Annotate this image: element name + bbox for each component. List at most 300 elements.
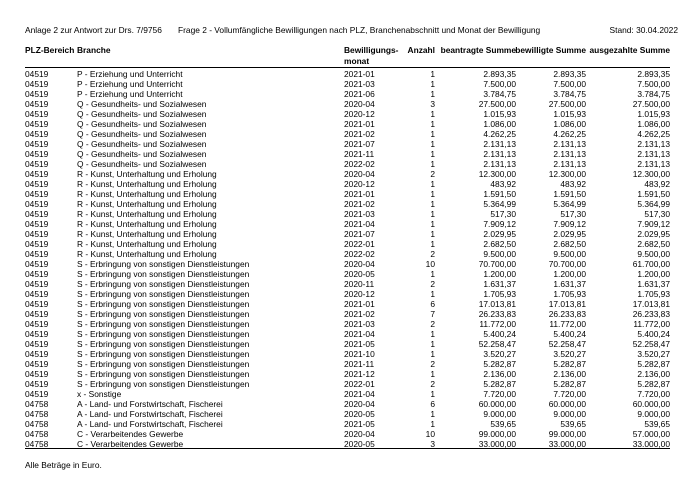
table-row	[25, 289, 670, 299]
monat-cell: 2020-12	[344, 179, 375, 189]
monat-cell: 2020-04	[344, 259, 375, 269]
header-divider	[25, 67, 670, 68]
plz-cell: 04519	[25, 379, 49, 389]
ausgezahlt-cell: 17.013,81	[632, 299, 670, 309]
beantragt-cell: 2.131,13	[483, 159, 516, 169]
table-row	[25, 279, 670, 289]
anzahl-cell: 1	[430, 329, 435, 339]
plz-cell: 04519	[25, 169, 49, 179]
ausgezahlt-cell: 1.200,00	[637, 269, 670, 279]
anzahl-cell: 2	[430, 169, 435, 179]
monat-cell: 2021-05	[344, 339, 375, 349]
branche-cell: C - Verarbeitendes Gewerbe	[77, 429, 184, 439]
column-header-plz: PLZ-Bereich	[25, 45, 75, 55]
branche-cell: P - Erziehung und Unterricht	[77, 69, 183, 79]
beantragt-cell: 7.500,00	[483, 79, 516, 89]
ausgezahlt-cell: 4.262,25	[637, 129, 670, 139]
branche-cell: P - Erziehung und Unterricht	[77, 79, 183, 89]
table-row	[25, 259, 670, 269]
plz-cell: 04519	[25, 319, 49, 329]
bewilligt-cell: 33.000,00	[548, 439, 586, 449]
plz-cell: 04519	[25, 389, 49, 399]
anzahl-cell: 1	[430, 159, 435, 169]
ausgezahlt-cell: 3.784,75	[637, 89, 670, 99]
column-header-anzahl: Anzahl	[407, 45, 435, 55]
branche-cell: R - Kunst, Unterhaltung und Erholung	[77, 189, 217, 199]
monat-cell: 2020-04	[344, 169, 375, 179]
beantragt-cell: 9.000,00	[483, 409, 516, 419]
beantragt-cell: 2.136,00	[483, 369, 516, 379]
ausgezahlt-cell: 5.364,99	[637, 199, 670, 209]
anzahl-cell: 1	[430, 209, 435, 219]
bewilligt-cell: 9.000,00	[553, 409, 586, 419]
branche-cell: S - Erbringung von sonstigen Dienstleistungen	[77, 369, 250, 379]
ausgezahlt-cell: 11.772,00	[633, 319, 670, 329]
monat-cell: 2022-02	[344, 159, 375, 169]
anzahl-cell: 1	[430, 189, 435, 199]
branche-cell: Q - Gesundheits- und Sozialwesen	[77, 109, 207, 119]
table-bottom-divider	[25, 448, 670, 449]
anzahl-cell: 1	[430, 389, 435, 399]
plz-cell: 04519	[25, 269, 49, 279]
monat-cell: 2020-04	[344, 429, 375, 439]
beantragt-cell: 27.500,00	[478, 99, 516, 109]
table-row	[25, 429, 670, 439]
monat-cell: 2021-02	[344, 199, 375, 209]
branche-cell: S - Erbringung von sonstigen Dienstleistungen	[77, 319, 250, 329]
monat-cell: 2021-03	[344, 79, 375, 89]
beantragt-cell: 5.282,87	[483, 359, 516, 369]
ausgezahlt-cell: 3.520,27	[637, 349, 670, 359]
anzahl-cell: 10	[425, 259, 435, 269]
bewilligt-cell: 3.784,75	[553, 89, 586, 99]
table-row	[25, 129, 670, 139]
plz-cell: 04519	[25, 219, 49, 229]
beantragt-cell: 17.013,81	[478, 299, 516, 309]
anzahl-cell: 3	[430, 99, 435, 109]
branche-cell: R - Kunst, Unterhaltung und Erholung	[77, 209, 217, 219]
ausgezahlt-cell: 517,30	[644, 209, 670, 219]
bewilligt-cell: 2.131,13	[553, 149, 586, 159]
beantragt-cell: 2.131,13	[483, 149, 516, 159]
beantragt-cell: 1.015,93	[483, 109, 516, 119]
table-row	[25, 329, 670, 339]
branche-cell: S - Erbringung von sonstigen Dienstleistungen	[77, 299, 250, 309]
beantragt-cell: 11.772,00	[479, 319, 516, 329]
bewilligt-cell: 5.364,99	[553, 199, 586, 209]
plz-cell: 04519	[25, 229, 49, 239]
plz-cell: 04519	[25, 159, 49, 169]
bewilligt-cell: 26.233,83	[548, 309, 586, 319]
monat-cell: 2021-04	[344, 219, 375, 229]
plz-cell: 04758	[25, 429, 49, 439]
monat-cell: 2021-04	[344, 389, 375, 399]
table-row	[25, 309, 670, 319]
bewilligt-cell: 99.000,00	[548, 429, 586, 439]
branche-cell: S - Erbringung von sonstigen Dienstleistungen	[77, 279, 250, 289]
bewilligt-cell: 1.200,00	[553, 269, 586, 279]
table-row	[25, 239, 670, 249]
ausgezahlt-cell: 539,65	[644, 419, 670, 429]
branche-cell: S - Erbringung von sonstigen Dienstleistungen	[77, 359, 250, 369]
table-row	[25, 399, 670, 409]
ausgezahlt-cell: 2.131,13	[637, 139, 670, 149]
table-row	[25, 319, 670, 329]
document-title: Frage 2 - Vollumfängliche Bewilligungen nach PLZ, Branchenabschnitt und Monat der Bewilligung	[178, 25, 541, 35]
plz-cell: 04519	[25, 179, 49, 189]
table-row	[25, 219, 670, 229]
ausgezahlt-cell: 27.500,00	[632, 99, 670, 109]
ausgezahlt-cell: 7.909,12	[637, 219, 670, 229]
bewilligt-cell: 517,30	[560, 209, 586, 219]
monat-cell: 2021-01	[344, 69, 375, 79]
column-header-ausgezahlt: ausgezahlte Summe	[589, 45, 670, 55]
plz-cell: 04519	[25, 99, 49, 109]
table-row	[25, 69, 670, 79]
beantragt-cell: 7.909,12	[483, 219, 516, 229]
monat-cell: 2020-12	[344, 289, 375, 299]
monat-cell: 2020-05	[344, 409, 375, 419]
bewilligt-cell: 1.086,00	[553, 119, 586, 129]
table-row	[25, 179, 670, 189]
bewilligt-cell: 60.000,00	[548, 399, 586, 409]
branche-cell: S - Erbringung von sonstigen Dienstleistungen	[77, 289, 250, 299]
ausgezahlt-cell: 2.136,00	[637, 369, 670, 379]
status-date: Stand: 30.04.2022	[609, 25, 678, 35]
branche-cell: Q - Gesundheits- und Sozialwesen	[77, 139, 207, 149]
beantragt-cell: 3.520,27	[483, 349, 516, 359]
plz-cell: 04519	[25, 109, 49, 119]
ausgezahlt-cell: 2.131,13	[637, 159, 670, 169]
column-header-bewilligt: bewilligte Summe	[515, 45, 586, 55]
branche-cell: C - Verarbeitendes Gewerbe	[77, 439, 184, 449]
beantragt-cell: 2.893,35	[483, 69, 516, 79]
beantragt-cell: 539,65	[490, 419, 516, 429]
anzahl-cell: 6	[430, 399, 435, 409]
column-header-monat-line1: Bewilligungs-	[344, 45, 399, 55]
ausgezahlt-cell: 1.705,93	[637, 289, 670, 299]
document-reference: Anlage 2 zur Antwort zur Drs. 7/9756	[25, 25, 162, 35]
column-header-beantragt: beantragte Summe	[440, 45, 516, 55]
branche-cell: S - Erbringung von sonstigen Dienstleistungen	[77, 309, 250, 319]
beantragt-cell: 1.200,00	[483, 269, 516, 279]
ausgezahlt-cell: 26.233,83	[632, 309, 670, 319]
anzahl-cell: 3	[430, 439, 435, 449]
plz-cell: 04519	[25, 339, 49, 349]
anzahl-cell: 1	[430, 369, 435, 379]
monat-cell: 2021-11	[344, 359, 375, 369]
branche-cell: A - Land- und Forstwirtschaft, Fischerei	[77, 419, 223, 429]
bewilligt-cell: 17.013,81	[548, 299, 586, 309]
ausgezahlt-cell: 1.086,00	[637, 119, 670, 129]
anzahl-cell: 7	[430, 309, 435, 319]
beantragt-cell: 2.682,50	[483, 239, 516, 249]
plz-cell: 04519	[25, 309, 49, 319]
branche-cell: R - Kunst, Unterhaltung und Erholung	[77, 179, 217, 189]
branche-cell: Q - Gesundheits- und Sozialwesen	[77, 119, 207, 129]
anzahl-cell: 1	[430, 219, 435, 229]
ausgezahlt-cell: 9.000,00	[637, 409, 670, 419]
beantragt-cell: 70.700,00	[478, 259, 516, 269]
beantragt-cell: 9.500,00	[483, 249, 516, 259]
anzahl-cell: 1	[430, 199, 435, 209]
beantragt-cell: 5.400,24	[483, 329, 516, 339]
bewilligt-cell: 5.282,87	[553, 359, 586, 369]
monat-cell: 2021-12	[344, 369, 375, 379]
branche-cell: R - Kunst, Unterhaltung und Erholung	[77, 249, 217, 259]
ausgezahlt-cell: 61.700,00	[632, 259, 670, 269]
monat-cell: 2021-05	[344, 419, 375, 429]
bewilligt-cell: 7.720,00	[553, 389, 586, 399]
table-row	[25, 409, 670, 419]
table-row	[25, 349, 670, 359]
branche-cell: S - Erbringung von sonstigen Dienstleistungen	[77, 379, 250, 389]
anzahl-cell: 1	[430, 89, 435, 99]
monat-cell: 2022-02	[344, 249, 375, 259]
monat-cell: 2021-02	[344, 309, 375, 319]
beantragt-cell: 12.300,00	[478, 169, 516, 179]
anzahl-cell: 10	[425, 429, 435, 439]
anzahl-cell: 1	[430, 419, 435, 429]
beantragt-cell: 1.086,00	[483, 119, 516, 129]
plz-cell: 04758	[25, 439, 49, 449]
ausgezahlt-cell: 2.029,95	[637, 229, 670, 239]
table-row	[25, 299, 670, 309]
table-row	[25, 109, 670, 119]
bewilligt-cell: 7.500,00	[553, 79, 586, 89]
ausgezahlt-cell: 1.591,50	[637, 189, 670, 199]
monat-cell: 2020-04	[344, 399, 375, 409]
branche-cell: S - Erbringung von sonstigen Dienstleistungen	[77, 339, 250, 349]
column-header-monat	[344, 45, 398, 55]
anzahl-cell: 2	[430, 359, 435, 369]
anzahl-cell: 2	[430, 379, 435, 389]
bewilligt-cell: 1.015,93	[553, 109, 586, 119]
anzahl-cell: 2	[430, 279, 435, 289]
monat-cell: 2021-03	[344, 209, 375, 219]
branche-cell: R - Kunst, Unterhaltung und Erholung	[77, 219, 217, 229]
beantragt-cell: 1.631,37	[483, 279, 516, 289]
beantragt-cell: 33.000,00	[478, 439, 516, 449]
ausgezahlt-cell: 483,92	[644, 179, 670, 189]
branche-cell: R - Kunst, Unterhaltung und Erholung	[77, 239, 217, 249]
ausgezahlt-cell: 57.000,00	[632, 429, 670, 439]
beantragt-cell: 2.131,13	[483, 139, 516, 149]
monat-cell: 2021-07	[344, 229, 375, 239]
plz-cell: 04519	[25, 349, 49, 359]
anzahl-cell: 1	[430, 239, 435, 249]
monat-cell: 2021-11	[344, 149, 375, 159]
monat-cell: 2021-03	[344, 319, 375, 329]
plz-cell: 04758	[25, 409, 49, 419]
bewilligt-cell: 11.772,00	[549, 319, 586, 329]
table-row	[25, 389, 670, 399]
table-row	[25, 419, 670, 429]
monat-cell: 2020-12	[344, 109, 375, 119]
beantragt-cell: 26.233,83	[478, 309, 516, 319]
beantragt-cell: 1.591,50	[483, 189, 516, 199]
beantragt-cell: 1.705,93	[483, 289, 516, 299]
monat-cell: 2021-01	[344, 119, 375, 129]
bewilligt-cell: 539,65	[560, 419, 586, 429]
bewilligt-cell: 2.029,95	[553, 229, 586, 239]
branche-cell: R - Kunst, Unterhaltung und Erholung	[77, 229, 217, 239]
plz-cell: 04519	[25, 129, 49, 139]
bewilligt-cell: 7.909,12	[553, 219, 586, 229]
plz-cell: 04519	[25, 359, 49, 369]
table-row	[25, 339, 670, 349]
branche-cell: P - Erziehung und Unterricht	[77, 89, 183, 99]
beantragt-cell: 5.364,99	[483, 199, 516, 209]
anzahl-cell: 1	[430, 129, 435, 139]
monat-cell: 2020-04	[344, 99, 375, 109]
ausgezahlt-cell: 2.131,13	[637, 149, 670, 159]
anzahl-cell: 2	[430, 319, 435, 329]
beantragt-cell: 7.720,00	[483, 389, 516, 399]
table-row	[25, 159, 670, 169]
ausgezahlt-cell: 33.000,00	[632, 439, 670, 449]
plz-cell: 04519	[25, 189, 49, 199]
ausgezahlt-cell: 1.015,93	[637, 109, 670, 119]
table-row	[25, 209, 670, 219]
anzahl-cell: 1	[430, 149, 435, 159]
anzahl-cell: 1	[430, 289, 435, 299]
plz-cell: 04519	[25, 239, 49, 249]
monat-cell: 2021-01	[344, 189, 375, 199]
branche-cell: x - Sonstige	[77, 389, 122, 399]
plz-cell: 04519	[25, 69, 49, 79]
ausgezahlt-cell: 12.300,00	[632, 169, 670, 179]
bewilligt-cell: 52.258,47	[548, 339, 586, 349]
plz-cell: 04519	[25, 279, 49, 289]
anzahl-cell: 1	[430, 269, 435, 279]
footnote: Alle Beträge in Euro.	[25, 460, 102, 470]
beantragt-cell: 60.000,00	[478, 399, 516, 409]
bewilligt-cell: 2.136,00	[553, 369, 586, 379]
monat-cell: 2021-07	[344, 139, 375, 149]
plz-cell: 04519	[25, 259, 49, 269]
anzahl-cell: 1	[430, 229, 435, 239]
bewilligt-cell: 1.591,50	[553, 189, 586, 199]
beantragt-cell: 2.029,95	[483, 229, 516, 239]
bewilligt-cell: 3.520,27	[553, 349, 586, 359]
beantragt-cell: 52.258,47	[478, 339, 516, 349]
table-row	[25, 119, 670, 129]
branche-cell: R - Kunst, Unterhaltung und Erholung	[77, 199, 217, 209]
monat-cell: 2020-05	[344, 439, 375, 449]
ausgezahlt-cell: 9.500,00	[637, 249, 670, 259]
branche-cell: A - Land- und Forstwirtschaft, Fischerei	[77, 399, 223, 409]
monat-cell: 2021-10	[344, 349, 375, 359]
table-row	[25, 249, 670, 259]
beantragt-cell: 4.262,25	[483, 129, 516, 139]
beantragt-cell: 3.784,75	[483, 89, 516, 99]
ausgezahlt-cell: 2.682,50	[637, 239, 670, 249]
bewilligt-cell: 1.631,37	[553, 279, 586, 289]
bewilligt-cell: 5.282,87	[553, 379, 586, 389]
plz-cell: 04758	[25, 399, 49, 409]
bewilligt-cell: 1.705,93	[553, 289, 586, 299]
branche-cell: Q - Gesundheits- und Sozialwesen	[77, 159, 207, 169]
branche-cell: Q - Gesundheits- und Sozialwesen	[77, 99, 207, 109]
beantragt-cell: 517,30	[490, 209, 516, 219]
table-row	[25, 379, 670, 389]
branche-cell: Q - Gesundheits- und Sozialwesen	[77, 149, 207, 159]
bewilligt-cell: 483,92	[560, 179, 586, 189]
anzahl-cell: 6	[430, 299, 435, 309]
table-row	[25, 189, 670, 199]
bewilligt-cell: 2.131,13	[553, 139, 586, 149]
plz-cell: 04519	[25, 139, 49, 149]
column-header-branche: Branche	[77, 45, 111, 55]
monat-cell: 2022-01	[344, 379, 375, 389]
plz-cell: 04758	[25, 419, 49, 429]
table-row	[25, 99, 670, 109]
anzahl-cell: 1	[430, 339, 435, 349]
branche-cell: S - Erbringung von sonstigen Dienstleistungen	[77, 349, 250, 359]
branche-cell: S - Erbringung von sonstigen Dienstleistungen	[77, 269, 250, 279]
table-row	[25, 89, 670, 99]
ausgezahlt-cell: 7.500,00	[637, 79, 670, 89]
ausgezahlt-cell: 52.258,47	[632, 339, 670, 349]
monat-cell: 2020-11	[344, 279, 375, 289]
column-header-monat-line2: monat	[344, 56, 370, 66]
anzahl-cell: 2	[430, 249, 435, 259]
bewilligt-cell: 12.300,00	[548, 169, 586, 179]
ausgezahlt-cell: 5.282,87	[637, 379, 670, 389]
table-row	[25, 199, 670, 209]
table-row	[25, 269, 670, 279]
branche-cell: S - Erbringung von sonstigen Dienstleistungen	[77, 259, 250, 269]
plz-cell: 04519	[25, 249, 49, 259]
ausgezahlt-cell: 60.000,00	[632, 399, 670, 409]
plz-cell: 04519	[25, 369, 49, 379]
plz-cell: 04519	[25, 89, 49, 99]
bewilligt-cell: 9.500,00	[553, 249, 586, 259]
anzahl-cell: 1	[430, 409, 435, 419]
plz-cell: 04519	[25, 289, 49, 299]
branche-cell: R - Kunst, Unterhaltung und Erholung	[77, 169, 217, 179]
beantragt-cell: 483,92	[490, 179, 516, 189]
branche-cell: S - Erbringung von sonstigen Dienstleistungen	[77, 329, 250, 339]
anzahl-cell: 1	[430, 79, 435, 89]
anzahl-cell: 1	[430, 349, 435, 359]
bewilligt-cell: 4.262,25	[553, 129, 586, 139]
ausgezahlt-cell: 2.893,35	[637, 69, 670, 79]
monat-cell: 2021-06	[344, 89, 375, 99]
monat-cell: 2021-04	[344, 329, 375, 339]
ausgezahlt-cell: 5.400,24	[637, 329, 670, 339]
monat-cell: 2021-02	[344, 129, 375, 139]
table-row	[25, 229, 670, 239]
plz-cell: 04519	[25, 299, 49, 309]
plz-cell: 04519	[25, 119, 49, 129]
table-row	[25, 139, 670, 149]
table-row	[25, 79, 670, 89]
branche-cell: Q - Gesundheits- und Sozialwesen	[77, 129, 207, 139]
bewilligt-cell: 2.131,13	[553, 159, 586, 169]
branche-cell: A - Land- und Forstwirtschaft, Fischerei	[77, 409, 223, 419]
plz-cell: 04519	[25, 79, 49, 89]
bewilligt-cell: 27.500,00	[548, 99, 586, 109]
plz-cell: 04519	[25, 149, 49, 159]
ausgezahlt-cell: 5.282,87	[637, 359, 670, 369]
ausgezahlt-cell: 7.720,00	[637, 389, 670, 399]
beantragt-cell: 99.000,00	[478, 429, 516, 439]
data-table	[25, 69, 670, 449]
anzahl-cell: 1	[430, 179, 435, 189]
anzahl-cell: 1	[430, 109, 435, 119]
